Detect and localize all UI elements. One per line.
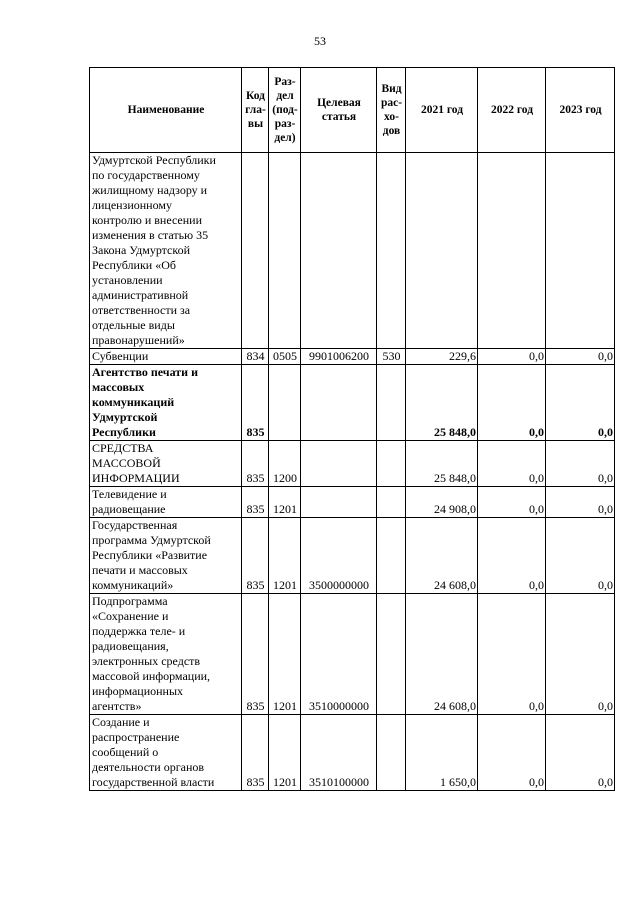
cell-kind <box>377 715 406 791</box>
cell-target <box>301 153 377 349</box>
cell-kind: 530 <box>377 349 406 365</box>
cell-name-line: Закона Удмуртской <box>92 243 191 257</box>
cell-kind <box>377 594 406 715</box>
cell-name-line: Удмуртской <box>92 410 158 424</box>
cell-name-line: Субвенции <box>92 349 149 363</box>
cell-section <box>269 153 301 349</box>
table-row <box>90 518 615 594</box>
header-section <box>269 68 301 153</box>
cell-target: 3510000000 <box>301 594 377 715</box>
cell-name-line: печати и массовых <box>92 563 188 577</box>
header-section-line: (под- <box>272 104 298 116</box>
cell-target: 3510100000 <box>301 715 377 791</box>
header-target <box>301 68 377 153</box>
cell-name <box>90 487 242 518</box>
cell-2023: 0,0 <box>546 487 615 518</box>
cell-code: 835 <box>242 441 269 487</box>
cell-name-line: информационных <box>92 684 184 698</box>
cell-name-line: по государственному <box>92 168 200 182</box>
page-number: 53 <box>314 34 326 48</box>
cell-2021: 25 848,0 <box>406 441 478 487</box>
cell-name <box>90 153 242 349</box>
cell-2023: 0,0 <box>546 518 615 594</box>
cell-name-line: массовой информации, <box>92 669 211 683</box>
cell-2023: 0,0 <box>546 594 615 715</box>
cell-name-line: изменения в статью 35 <box>92 228 209 242</box>
header-row <box>90 68 615 153</box>
cell-code: 835 <box>242 487 269 518</box>
cell-kind <box>377 441 406 487</box>
cell-2022: 0,0 <box>478 365 546 441</box>
header-target-line: статья <box>321 111 357 123</box>
table-row <box>90 715 615 791</box>
cell-code <box>242 153 269 349</box>
cell-2023: 0,0 <box>546 349 615 365</box>
cell-2022: 0,0 <box>478 441 546 487</box>
cell-2022: 0,0 <box>478 715 546 791</box>
cell-name <box>90 365 242 441</box>
header-section-line: дел) <box>274 132 296 144</box>
cell-name-line: ответственности за <box>92 303 191 317</box>
cell-name-line: агентств» <box>92 699 142 713</box>
cell-name-line: электронных средств <box>92 654 201 668</box>
cell-target <box>301 441 377 487</box>
cell-name-line: административной <box>92 288 189 302</box>
table-header <box>90 68 615 153</box>
table-row <box>90 441 615 487</box>
cell-target: 3500000000 <box>301 518 377 594</box>
cell-name <box>90 441 242 487</box>
cell-kind <box>377 518 406 594</box>
cell-code: 835 <box>242 365 269 441</box>
header-section-line: дел <box>276 90 294 102</box>
header-kind-line: рас- <box>380 97 403 109</box>
cell-2022: 0,0 <box>478 594 546 715</box>
cell-name-line: Республики «Об <box>92 258 176 272</box>
table-row <box>90 349 615 365</box>
cell-section: 1201 <box>269 518 301 594</box>
cell-name-line: «Сохранение и <box>92 609 169 623</box>
header-2022: 2022 год <box>478 68 546 153</box>
cell-2021: 24 608,0 <box>406 594 478 715</box>
cell-name-line: жилищному надзору и <box>92 183 208 197</box>
header-code <box>242 68 269 153</box>
header-name: Наименование <box>90 68 242 153</box>
cell-section: 1201 <box>269 487 301 518</box>
cell-name-line: ИНФОРМАЦИИ <box>92 471 180 485</box>
header-2021: 2021 год <box>406 68 478 153</box>
cell-kind <box>377 153 406 349</box>
table-body <box>90 153 615 791</box>
cell-name-line: лицензионному <box>92 198 172 212</box>
cell-target: 9901006200 <box>301 349 377 365</box>
cell-name-line: радиовещания, <box>92 639 169 653</box>
header-section-line: раз- <box>274 118 296 130</box>
cell-2021: 25 848,0 <box>406 365 478 441</box>
header-code-line: Код <box>245 90 265 102</box>
cell-name-line: отдельные виды <box>92 318 175 332</box>
cell-2021: 1 650,0 <box>406 715 478 791</box>
cell-kind <box>377 487 406 518</box>
cell-name-line: программа Удмуртской <box>92 533 211 547</box>
cell-2021: 24 608,0 <box>406 518 478 594</box>
cell-target <box>301 487 377 518</box>
cell-name <box>90 349 242 365</box>
cell-name-line: Создание и <box>92 715 150 729</box>
cell-name-line: коммуникаций <box>92 395 175 409</box>
header-kind-line: хо- <box>384 111 399 123</box>
table-row <box>90 594 615 715</box>
cell-target <box>301 365 377 441</box>
cell-code: 835 <box>242 715 269 791</box>
cell-name-line: деятельности органов <box>92 760 205 774</box>
cell-section: 1201 <box>269 594 301 715</box>
cell-name-line: Государственная <box>92 518 178 532</box>
cell-name-line: коммуникаций» <box>92 578 174 592</box>
header-kind-line: дов <box>382 125 401 137</box>
cell-2023: 0,0 <box>546 715 615 791</box>
cell-name-line: Удмуртской Республики <box>92 153 216 167</box>
cell-name-line: Телевидение и <box>92 487 167 501</box>
cell-section: 1201 <box>269 715 301 791</box>
cell-name-line: контролю и внесении <box>92 213 203 227</box>
cell-code: 835 <box>242 518 269 594</box>
cell-name-line: установлении <box>92 273 163 287</box>
cell-name-line: сообщений о <box>92 745 159 759</box>
cell-2021 <box>406 153 478 349</box>
cell-name-line: МАССОВОЙ <box>92 456 161 470</box>
table-row <box>90 153 615 349</box>
cell-name-line: государственной власти <box>92 775 215 789</box>
cell-name-line: Республики <box>92 425 156 439</box>
header-section-line: Раз- <box>274 76 296 88</box>
cell-name-line: распространение <box>92 730 180 744</box>
cell-2023: 0,0 <box>546 365 615 441</box>
budget-table <box>89 67 615 791</box>
cell-code: 835 <box>242 594 269 715</box>
table-row <box>90 487 615 518</box>
header-code-line: вы <box>247 118 264 130</box>
cell-2021: 229,6 <box>406 349 478 365</box>
cell-name-line: Агентство печати и <box>92 365 198 379</box>
cell-name-line: радиовещание <box>92 502 166 516</box>
cell-section <box>269 365 301 441</box>
cell-name <box>90 518 242 594</box>
cell-2022: 0,0 <box>478 349 546 365</box>
cell-name-line: поддержка теле- и <box>92 624 186 638</box>
cell-2023: 0,0 <box>546 441 615 487</box>
table-row <box>90 365 615 441</box>
cell-kind <box>377 365 406 441</box>
header-target-line: Целевая <box>317 97 361 109</box>
cell-2021: 24 908,0 <box>406 487 478 518</box>
cell-name-line: СРЕДСТВА <box>92 441 154 455</box>
header-2023: 2023 год <box>546 68 615 153</box>
cell-2022 <box>478 153 546 349</box>
header-kind <box>377 68 406 153</box>
cell-name-line: Республики «Развитие <box>92 548 208 562</box>
cell-name-line: правонарушений» <box>92 333 185 347</box>
cell-section: 0505 <box>269 349 301 365</box>
cell-code: 834 <box>242 349 269 365</box>
cell-name <box>90 715 242 791</box>
header-code-line: гла- <box>245 104 266 116</box>
header-kind-line: Вид <box>381 83 402 95</box>
cell-2022: 0,0 <box>478 487 546 518</box>
cell-name-line: Подпрограмма <box>92 594 168 608</box>
cell-name-line: массовых <box>92 380 145 394</box>
cell-2022: 0,0 <box>478 518 546 594</box>
cell-name <box>90 594 242 715</box>
cell-section: 1200 <box>269 441 301 487</box>
cell-2023 <box>546 153 615 349</box>
